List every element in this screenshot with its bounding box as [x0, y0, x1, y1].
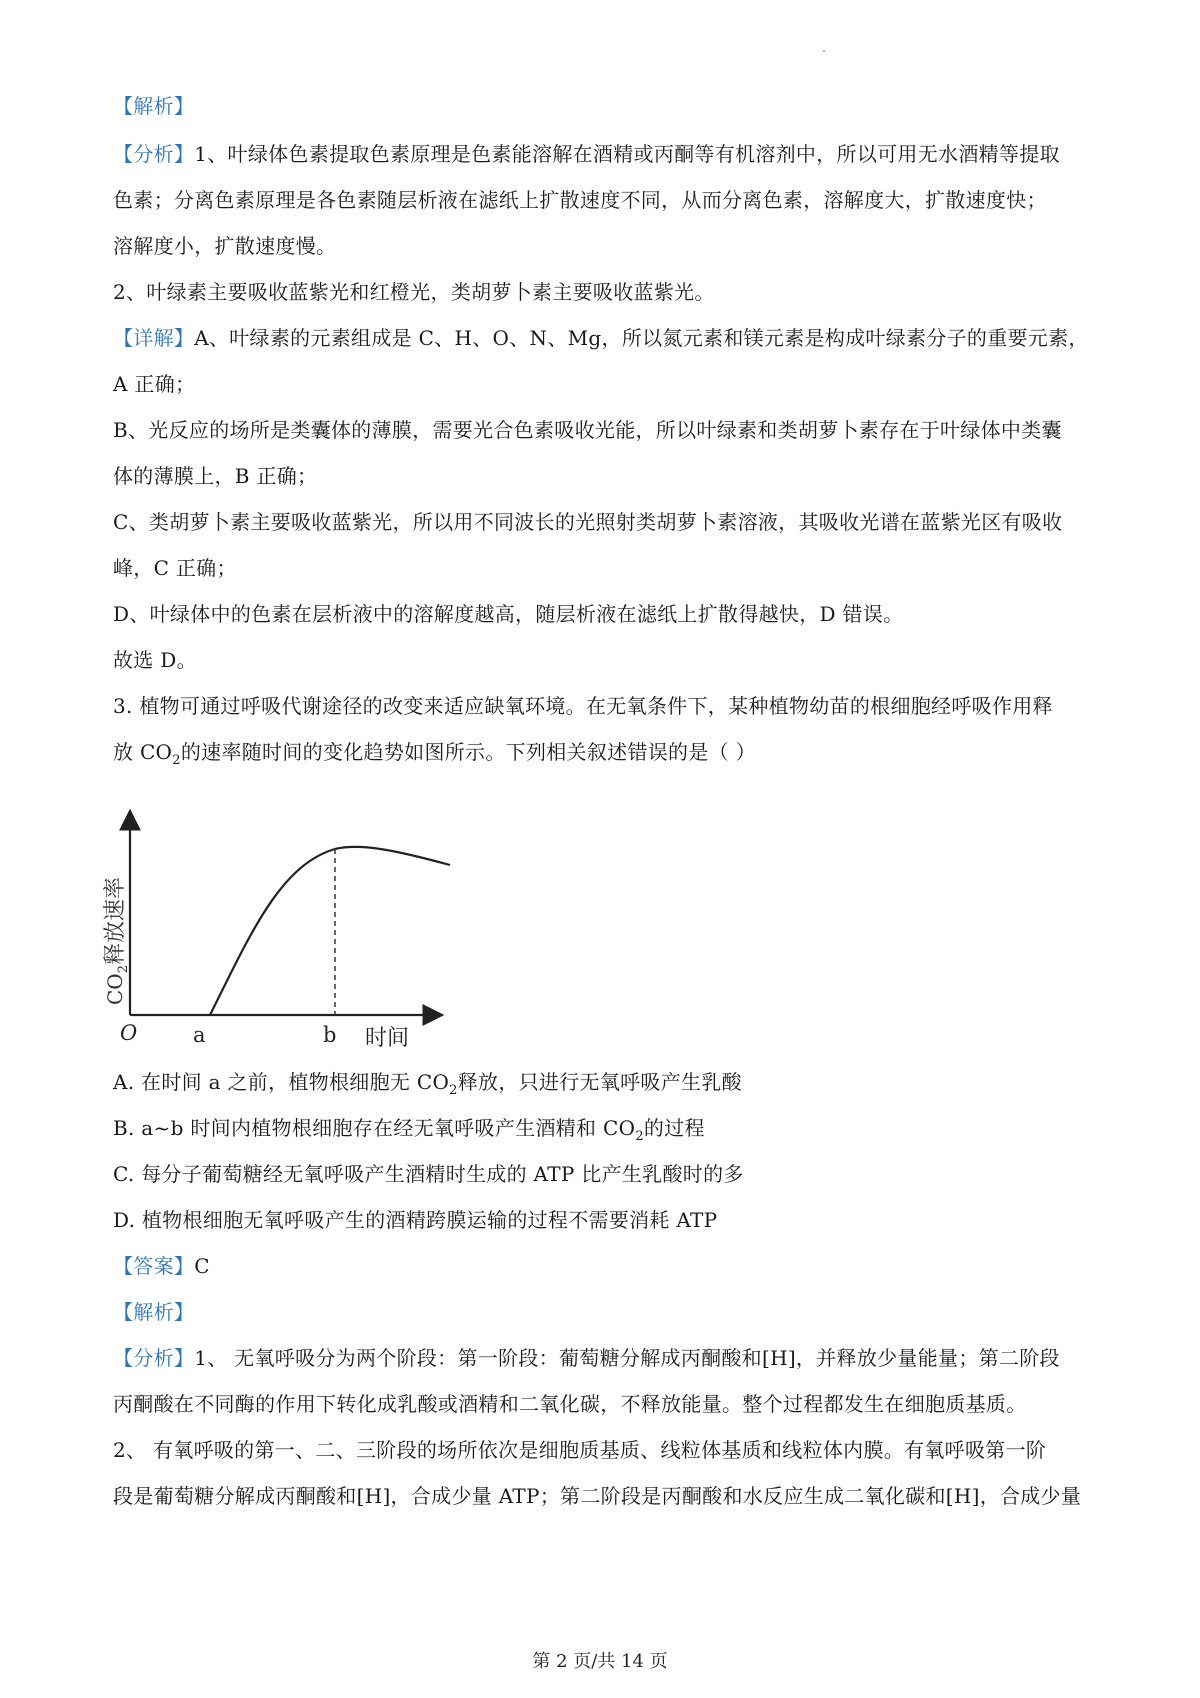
conclusion: 故选 D。 — [113, 648, 197, 672]
option-a-subscript: 2 — [449, 1083, 458, 1098]
scan-speck — [823, 50, 825, 52]
xiangjie-a-line-2: A 正确； — [113, 372, 196, 396]
fenxi-text-1: 1、叶绿体色素提取色素原理是色素能溶解在酒精或丙酮等有机溶剂中，所以可用无水酒精等提取 — [194, 142, 1060, 166]
page-footer: 第 2 页/共 14 页 — [532, 1651, 668, 1672]
answer-value: C — [194, 1254, 210, 1278]
answer-line — [113, 1252, 1103, 1280]
fenxi-tag: 【分析】 — [113, 142, 195, 166]
x-axis-label: 时间 — [365, 1026, 410, 1051]
option-b-rest: 的过程 — [643, 1116, 705, 1140]
stem-co2-text: 放 CO — [113, 740, 173, 764]
option-c: C. 每分子葡萄糖经无氧呼吸产生酒精时生成的 ATP 比产生乳酸时的多 — [113, 1162, 744, 1186]
fenxi-paragraph-line-2: 色素；分离色素原理是各色素随层析液在滤纸上扩散速度不同，从而分离色素，溶解度大，扩散速度快； — [113, 188, 1047, 212]
y-label-co: CO — [103, 973, 127, 1005]
q3-fenxi-tag: 【分析】 — [113, 1346, 195, 1370]
xiangjie-c-line-1: C、类胡萝卜素主要吸收蓝紫光，所以用不同波长的光照射类胡萝卜素溶液，其吸收光谱在蓝紫光区有吸收 — [113, 510, 1063, 534]
option-a-text: A. 在时间 a 之前，植物根细胞无 CO — [113, 1070, 450, 1094]
origin-label: O — [120, 1021, 138, 1045]
xiangjie-c-line-2: 峰，C 正确； — [113, 556, 237, 580]
q3-fenxi-text-1: 1、 无氧呼吸分为两个阶段：第一阶段：葡萄糖分解成丙酮酸和[H]，并释放少量能量；第二阶段 — [194, 1346, 1060, 1370]
xiangjie-a-text: A、叶绿素的元素组成是 C、H、O、N、Mg，所以氮元素和镁元素是构成叶绿素分子的重要元素， — [194, 326, 1089, 350]
fenxi-paragraph-line-1 — [113, 140, 1103, 168]
option-b-subscript: 2 — [635, 1129, 644, 1144]
answer-tag: 【答案】 — [113, 1254, 195, 1278]
option-b-text: B. a~b 时间内植物根细胞存在经无氧呼吸产生酒精和 CO — [113, 1116, 636, 1140]
fenxi-point-2: 2、叶绿素主要吸收蓝紫光和红橙光，类胡萝卜素主要吸收蓝紫光。 — [113, 280, 715, 304]
xiangjie-d-line: D、叶绿体中的色素在层析液中的溶解度越高，随层析液在滤纸上扩散得越快，D 错误。 — [113, 602, 904, 626]
q3-fenxi-line-3: 2、 有氧呼吸的第一、二、三阶段的场所依次是细胞质基质、线粒体基质和线粒体内膜。有氧呼吸第一阶 — [113, 1438, 1047, 1462]
stem-rest-text: 的速率随时间的变化趋势如图所示。下列相关叙述错误的是（ ） — [180, 740, 756, 764]
y-label-sub: 2 — [116, 965, 131, 974]
svg-text:CO2释放速率 — [103, 877, 131, 1005]
q3-fenxi-line-1 — [113, 1344, 1103, 1372]
option-a — [113, 1068, 1103, 1105]
xiangjie-tag: 【详解】 — [113, 326, 195, 350]
option-b — [113, 1114, 1103, 1151]
y-label-rest: 释放速率 — [103, 877, 128, 966]
question-3-stem-line-1: 3. 植物可通过呼吸代谢途径的改变来适应缺氧环境。在无氧条件下，某种植物幼苗的根细胞经呼吸作用释 — [113, 694, 1053, 718]
q3-fenxi-line-4: 段是葡萄糖分解成丙酮酸和[H]，合成少量 ATP；第二阶段是丙酮酸和水反应生成二氧化碳和[H]，合成少量 — [113, 1484, 1082, 1508]
y-axis-label — [103, 877, 131, 1005]
analysis-heading: 【解析】 — [113, 94, 195, 118]
analysis-heading-q3: 【解析】 — [113, 1300, 195, 1324]
xiangjie-a-line-1 — [113, 324, 1103, 352]
option-a-rest: 释放，只进行无氧呼吸产生乳酸 — [457, 1070, 742, 1094]
time-b-label: b — [323, 1023, 337, 1047]
xiangjie-b-line-1: B、光反应的场所是类囊体的薄膜，需要光合色素吸收光能，所以叶绿素和类胡萝卜素存在于叶绿体中类囊 — [113, 418, 1062, 442]
rate-curve — [210, 847, 450, 1015]
xiangjie-b-line-2: 体的薄膜上，B 正确； — [113, 464, 318, 488]
co2-release-rate-graph — [103, 805, 465, 1051]
option-d: D. 植物根细胞无氧呼吸产生的酒精跨膜运输的过程不需要消耗 ATP — [113, 1208, 718, 1232]
time-a-label: a — [193, 1023, 206, 1047]
stem-co2-subscript: 2 — [172, 753, 181, 768]
question-3-stem-line-2 — [113, 738, 1103, 775]
fenxi-paragraph-line-3: 溶解度小，扩散速度慢。 — [113, 234, 337, 258]
q3-fenxi-line-2: 丙酮酸在不同酶的作用下转化成乳酸或酒精和二氧化碳，不释放能量。整个过程都发生在细胞质基质。 — [113, 1392, 1027, 1416]
